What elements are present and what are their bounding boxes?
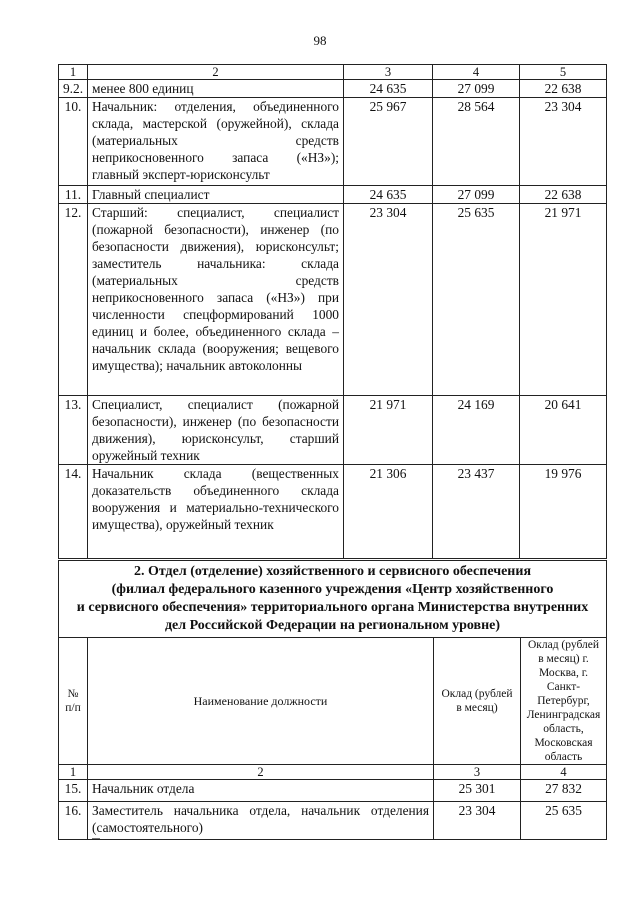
- position-title: Специалист, специалист (пожарной безопасности), инженер (по безопасности движения), юрисконсульт, старший оружейный техник: [88, 396, 344, 465]
- column-header-position: Наименование должности: [88, 638, 434, 765]
- section-title-line: и сервисного обеспечения» территориального органа Министерства внутренних: [76, 600, 589, 615]
- position-title: Начальник: отделения, объединенного склада, мастерской (оружейной), склада (материальных средств неприкосновенного запаса («НЗ»); главный эксперт-юрисконсульт: [88, 98, 344, 186]
- table-row: [59, 780, 607, 802]
- index-cell: 2: [88, 765, 434, 780]
- salary-table-2: [58, 560, 607, 840]
- row-number: 16.: [59, 802, 88, 840]
- scan-mark: [92, 838, 100, 839]
- table-row: [59, 465, 607, 559]
- table-row: [59, 186, 607, 204]
- header-cell: 1: [59, 65, 88, 80]
- salary-value: 24 635: [344, 80, 433, 98]
- index-cell: 4: [521, 765, 607, 780]
- salary-value: 25 967: [344, 98, 433, 186]
- salary-table-1: [58, 64, 607, 559]
- row-number: 15.: [59, 780, 88, 802]
- position-title: Главный специалист: [88, 186, 344, 204]
- salary-value: 24 169: [433, 396, 520, 465]
- table-row: [59, 802, 607, 840]
- salary-value: 23 304: [344, 204, 433, 396]
- row-number: 13.: [59, 396, 88, 465]
- row-number: 10.: [59, 98, 88, 186]
- table-row: [59, 98, 607, 186]
- salary-value: 25 635: [521, 802, 607, 840]
- column-header-number: № п/п: [59, 638, 88, 765]
- salary-value: 22 638: [520, 186, 607, 204]
- position-title: Старший: специалист, специалист (пожарной безопасности), инженер (по безопасности движения), юрисконсульт; заместитель начальника: склада (материальных средств неприкосновенного запаса («НЗ») при численности спецформирований 1000 единиц и более, объединенного склада – начальник склада (вооружения; вещевого имущества); начальник автоколонны: [88, 204, 344, 396]
- header-cell: 4: [433, 65, 520, 80]
- row-number: 11.: [59, 186, 88, 204]
- section-title-line: (филиал федерального казенного учреждения «Центр хозяйственного: [111, 582, 554, 597]
- salary-value: 20 641: [520, 396, 607, 465]
- page-number: 98: [313, 33, 327, 48]
- index-cell: 3: [434, 765, 521, 780]
- header-cell: 2: [88, 65, 344, 80]
- salary-value: 22 638: [520, 80, 607, 98]
- salary-value: 27 099: [433, 80, 520, 98]
- section-title: [59, 561, 607, 638]
- index-cell: 1: [59, 765, 88, 780]
- table-header-row: [59, 65, 607, 80]
- salary-value: 27 832: [521, 780, 607, 802]
- salary-value: 25 301: [434, 780, 521, 802]
- row-number: 9.2.: [59, 80, 88, 98]
- header-cell: 5: [520, 65, 607, 80]
- position-title: Заместитель начальника отдела, начальник отделения (самостоятельного): [88, 802, 434, 840]
- salary-value: 23 437: [433, 465, 520, 559]
- column-header-salary: Оклад (рублей в месяц): [434, 638, 521, 765]
- position-title: Начальник отдела: [88, 780, 434, 802]
- header-cell: 3: [344, 65, 433, 80]
- salary-value: 19 976: [520, 465, 607, 559]
- salary-value: 28 564: [433, 98, 520, 186]
- position-title: менее 800 единиц: [88, 80, 344, 98]
- table-row: [59, 80, 607, 98]
- table-row: [59, 396, 607, 465]
- salary-value: 23 304: [434, 802, 521, 840]
- salary-value: 21 971: [344, 396, 433, 465]
- table-row: [59, 204, 607, 396]
- section-title-row: [59, 561, 607, 638]
- column-header-salary-region: Оклад (рублей в месяц) г. Москва, г. Санкт-Петербург, Ленинградская область, Московская область: [521, 638, 607, 765]
- section-title-line: дел Российской Федерации на региональном уровне): [164, 618, 501, 633]
- column-header-row: [59, 638, 607, 765]
- table-index-row: [59, 765, 607, 780]
- salary-value: 23 304: [520, 98, 607, 186]
- salary-value: 24 635: [344, 186, 433, 204]
- salary-value: 21 971: [520, 204, 607, 396]
- section-title-line: 2. Отдел (отделение) хозяйственного и сервисного обеспечения: [133, 564, 532, 579]
- salary-value: 25 635: [433, 204, 520, 396]
- row-number: 14.: [59, 465, 88, 559]
- row-number: 12.: [59, 204, 88, 396]
- salary-value: 21 306: [344, 465, 433, 559]
- position-title: Начальник склада (вещественных доказательств объединенного склада вооружения и материально-технического имущества), оружейный техник: [88, 465, 344, 559]
- salary-value: 27 099: [433, 186, 520, 204]
